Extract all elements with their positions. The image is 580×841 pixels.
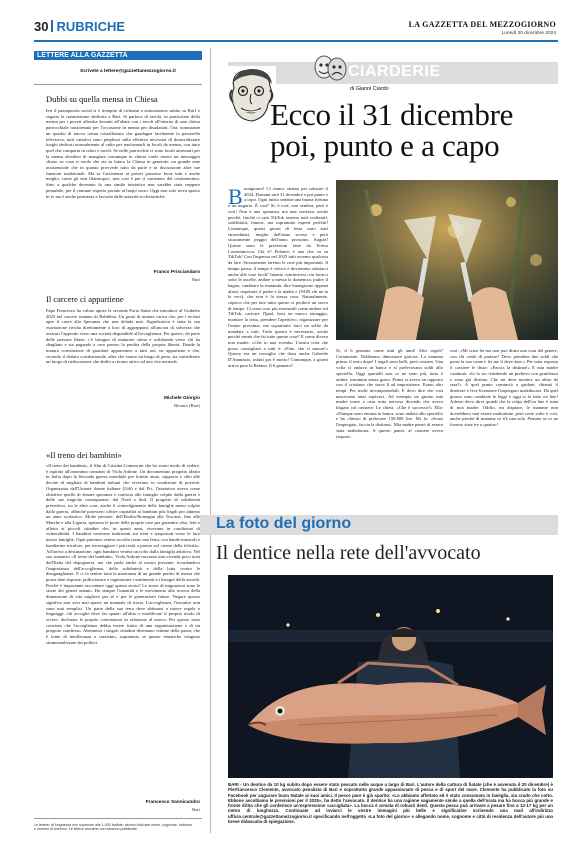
column-separator — [210, 48, 211, 833]
dropcap-spacer — [228, 186, 244, 203]
photo-caption: BARI - Un dentice da 10 kg subito dopo essere stato pescato nelle acque a largo di Bari. L'autore della cattura di fiatate (che è avvenuta il 20 dicembre) è Pierfrancesco Clemente, avvocato penalista di Bari e soprattutto grande appassionato di pesca e di sport del mare. Clemente ha pubblicato la foto su Facebook per augurare buon Natale ai suoi amici. Il pesce pare è già sparito: «Lo abbiamo affettato ed è stato consumato in famiglia, sia crudo che cotto. Ebbene ascoltiamo le previsioni per il 2025», ha detto l'avvocato. Il dentice ha una ragione vagamente simile a quella dell'orata ma ha bocca più grande e fronte dritta che gli conferisce un'espressione «accigliata». La bocca è armata di robusti denti. Questa pesca può arrivare a pesare fino a 12-17 kg per un metro di lunghezza. Continuate ad inviarci le vostre immagini più belle e significative scrivendo una mail all'indirizzo ufficio.centrale@gazzettamezzogiorno.it specificando nell'oggetto «La foto del giorno» e allegando nome, cognome e città di residenza dell'autore più una breve didascalia di spiegazione. — [228, 782, 553, 825]
photo-of-day-label: La foto del giorno — [216, 515, 352, 532]
letter-signature-3: Francesco Sannicandro — [145, 800, 200, 805]
fish-photo — [228, 575, 553, 778]
column-text-3: così: «Mi scusi lei ma non può dirmi una cosa del genere, con chi crede di parlare? Devo prendere due soldi che pensi la sua come e lei me li deve dare.» Per tutta risposta il cassiere le disse: «Faccia la distinta!» E mia madre continuò: «Io lo sto chiedendo un prelievo con gentilezza e sono già distinta. Che mi deve mettere un abito da sera?» A quel punto cominciò a gridare, chiamò il direttore e fece licenziare l'impiegato maleducato. Da quel giorno sono cambiate le leggi e oggi si fa tutto on line! Adesso devo dirvi quindi che la colpa dell'on line è stata di mia madre. Odifio, mi dispiace, le mamme non dovrebbero mai essere maltrattate, però certe volte è così, anche perché di mamme ce n'è una sola. Pensate se ce ne fossero state tre o quattro! — [450, 348, 558, 428]
headline-line-2: poi, punto e a capo — [270, 128, 500, 163]
letters-footnote: Le lettere, di lunghezza non superiore alle 1.000 battute, devono indicare nome, cognome, indirizzo e numero di telefono. Le lettere anonime non saranno pubblicate. — [34, 823, 193, 832]
letter-place-2: Bitonto (Bari) — [174, 403, 200, 408]
section-name: RUBRICHE — [56, 19, 126, 34]
column-text-1-content: uongiorno! Ci siamo: stiamo per salutare il 2024. Domani sarà 31 dicembre e poi punto e a capo. Ogni inizio sembra una buona fortuna o un augurio. È così? Sì, è così, non sembra, però è così! Non è una speranza, ma una certezza, anche perché, finché ci sarà TikTok saremo tutti realizzati, soddisfatti, famosi, ma soprattutto esperti perfetti! Comunque, questi giorni di festa sono stati straordinari, meglio dell'anno scorso e però sicuramente peggio dell'anno prossimo. Auguri! Queste sono le previsioni fatte da Teresa Lavenninocca. Chi è? Fidatevi è una che va su TikTok! Con l'ingresso nel 2025 tutti avremo qualcosa da fare. Sicuramente faremo le cose più importanti. Il tempo passa, il tempo è veloce e dovremmo adattarci anche alle cose facili! Intanto cominciresi con lavarci sotto le ascelle, andare a messa la domenica, pulire il bagno, cambiare la mutanda, dire buongiorno appena alzati, rispettare il padre e la madre e (NON chi ne fa le veci), che non è la stessa cosa. Naturalmente, capisco che per fare tutto questo ci perderò un sacco di tempo. Ci sono cose più essenziali come andare sul TikTok, caricare l'Ipad, farsi un nuovo tatuaggio, montare la testa, prendere l'aperitivo, organizzare per l'estate prossima, ma soprattutto farci un selfie da mandare a tutti. Tutto questo è necessario, anche perché sennò che fai tutte queste cose? E come diceva mia madre: «Che io una scenda» L'unica cosa che posso consigliare a tutti è: «Fate, che ci muore!» Questo era un consiglio che dava anche Gabriele D'Annunzio, infatti poi è morto! Comunque, a giorni arriva pure la Befana. Il 6 gennaio? — [228, 186, 328, 368]
letter-body-2: Papa Francesco ha voluto aprire la seconda Porta Santa che introduce al Giubileo 2025 nel carcere romano di Rebibbia. Un gesto di unione carica che, per i reclusi apre il cuore alla Speranza che non delude mai. Significativa è stata la sua esortazione rivolta direttamente a loro di aggrapparsi all'ancora di salvezza che assicuri l'approdo verso una società disponibile all'accoglienza. Per questo, da parte delle persone libere, c'è bisogno di maturare stima e solidarietà verso chi ha sbagliato e sta pagando a caro prezzo la perdita della propria libertà. Donde la matura convinzione di guardare appartenere a tutti noi, ne appartiene e che, secondo il dettato costituzionale, altre che essere un luogo di pena, sia considerato un luogo di rieducazione che abiliti a ritorno attivo ad una vita normale. — [46, 308, 200, 365]
letter-body-3: «Il treno dei bambini», il film di Cristina Comencini che ho avuto modo di vedere, è ispirato all'omonimo romanzo di Viola Ardone. Un documentato progetto ideato in Italia dopo la Seconda guerra mondiale per fornire aiuto, supporto e cibo alle decine di migliaia di bambini italiani che vivevano in condizioni di povertà. Organizzata dall'Unione donne italiane (Udi) e dal Pci, l'iniziativa aveva come obiettivo quello di donare speranza e conforto alle famiglie colpite dalla guerra e dalle sue tragiche conseguenze, dal Nord a Sud. Il progetto di solidarietà prevedeva, tra le altre cose, anche il coinvolgimento delle famiglie meno colpite dalla guerra, affinché potessero offrire ospitalità ai bambini più fragili per almeno un anno scolastico. Molte persone, dell'Emilia-Romagna alla Toscana, fino alle Marche e alla Liguria, aprirono le porte delle proprie case per garantire cibo, letti e affetto ai piccoli cittadini che, in questi anni, vivevano in condizioni di vulnerabilità. I bambini venivano indirizzati sui treni e trasportati verso le loro nuove famiglie. Ogni partenza veniva accolta come una festa, con bande musicali e bandierine tricolore, per incoraggiare i più restii a partire sul «treno della felicità». All'arrivo a destinazione, ogni bambino veniva raccolto dalla famiglia adottiva. Nel suo romanzo «Il treno dei bambini», Viola Ardone racconta una vicenda poco nota dell'Italia del dopoguerra, ma che parla anche al nostro presente, ricordandoci l'importanza dell'accoglienza, della solidarietà e della lotta contro le disuguaglianze. E ci fa sentire tutta la mancanza di un grande partito di massa che possa dare risposte, politicizzare e organizzare i sentimenti e i bisogni della società. Perché è importante raccontare oggi questa storia? Le storie di migrazioni sono le storie dei generi umano. Ha sempre l'umanità e le movimento alla ricerca della dimensione di vita migliore per sé e per le generazioni future. Negare questo significa non aver mai aperto un manuale di storia. L'accoglienza, l'incontro non sono mai semplici. Un parte della sua terra deve abituarsi a nuove regole e linguaggi; chi accoglie deve far spazio all'altro e modificare il proprio modo di vivere, declinare le proprie convinzioni in relazione al nuovo. Per questo sono convinto che l'accoglienza debba essere frutto di una organizzazione e di un progetto condiviso. Altrimenti i singoli cittadini diventano vittime della paura, che è fonte di intolleranza e razzismo, soprattutto se queste tematiche vengono strumentalizzate dai politici. — [46, 463, 200, 645]
issue-date: Lunedì 30 dicembre 2024 — [501, 31, 556, 36]
letters-contact-email[interactable]: Scrivete a lettere@gazzettamezzogiorno.it — [80, 69, 176, 74]
divider — [34, 84, 202, 85]
masthead: LA GAZZETTA DEL MEZZOGIORNO — [408, 20, 556, 29]
column-text-2: Sì, il 6 gennaio come tutti gli anni! Altri regali? Certamente. Dobbiamo dimostrare gioiosa. La mamma prima, il resto dopo! I regali sono belli, però costano. Una volta ci andava in banca e si prelevavano soldi allo sportello. Oggi sportelli non ce ne sono più, tutto è online, insomma senza gusto. Prima si aveva un rapporto con il cristiano che stava lì ad imposizione. Erano altri tempi. Per molti incomprensibili. E devo dire che così nascevano tanti equivoci. Ad esempio un giorno mia madre tornò a casa tutta nervosa dicendo che aveva litigato col cassiere. Le chiesi: «Che è successo?» Ella: «Dunque sono entrata in banca, sono andata allo sportello e ho chiesto di prelevare 150.000 lire. Mi fa: «Scusi l'impiegato, faccia la distinta». Mia madre pensò di essere stata maleducata. A questo punto, al cassiere aveva risposto — [336, 348, 443, 439]
headline-line-1: Ecco il 31 dicembre — [270, 97, 514, 132]
page-header-left — [34, 19, 125, 34]
letter-body-1: Ieri il passaparola social si è riempito di richiami a sintonizzarsi subito su Rai1 e seguire la trasmissione dedicata a Bari. Si parlava di tavola, in particolare della mensa per i poveri allestita davanti all'altare con i tavoli all'interno di una chiesa parrocchiale trasformata per l'occasione in mensa per disadattati. Ora, nonostante un quadro di nuovo ormai cristallizzato che guadagna facilmente la passerella televisiva, tutti cattolici sono perplessi sulla effettiva necessità di desacralizzare luoghi dedicati normalmente al culto per trasformarli in locali da mensa, con tutto quel che comporta in odori e tavoli. Se nelle parrocchie ci sono locali attrezzati per la mensa desidero di mangiare comunque in chiesa vuole essere un messaggio chiaro su cosa si vuole che sia in futuro la Chiesa in generale: un grande ente assistenziale che in quanto provvede tutto da parte e in discussione altre sue funzioni tradizionali. Ma se l'assistenza ai poveri passasse forse tutti e anche meglio, come gli enti filantropici, non così è per il contenuto del cristianesimo. Sino a qualche decennio fa una simile iniziativa non sarebbe stata neppure pensabile, per il comune rispetto portato al luogo sacro. Oggi non solo trova spazio in tv ma è anche permessa e favorita dalle autorità ecclesiastiche. — [46, 108, 200, 199]
letter-place-1: Bari — [192, 277, 200, 282]
photo-of-day-title: Il dentice nella rete dell'avvocato — [216, 542, 481, 564]
header-separator — [51, 20, 53, 32]
letter-title-3: «Il treno dei bambini» — [46, 450, 122, 460]
header-rule — [34, 40, 558, 42]
divider — [34, 818, 202, 819]
column-title: CIARDERIE — [348, 63, 441, 80]
theatre-masks-icon — [312, 54, 348, 87]
page-number: 30 — [34, 19, 49, 34]
letter-signature-1: Franco Prisciandaro — [153, 270, 200, 275]
letters-section-label: LETTERE ALLA GAZZETTA — [34, 51, 202, 60]
letter-place-3: Bari — [192, 807, 200, 812]
author-caricature — [226, 66, 276, 124]
letter-signature-2: Michele Giorgio — [164, 396, 200, 401]
letter-title-1: Dubbi su quella mensa in Chiesa — [46, 94, 158, 104]
column-text-1 — [228, 186, 328, 507]
letter-title-2: Il carcere ci appartiene — [46, 294, 124, 304]
column-author: di Gianni Ciardo — [350, 86, 389, 92]
toast-photo — [336, 180, 558, 340]
dropcap: B — [228, 184, 243, 209]
column-headline — [270, 99, 570, 161]
